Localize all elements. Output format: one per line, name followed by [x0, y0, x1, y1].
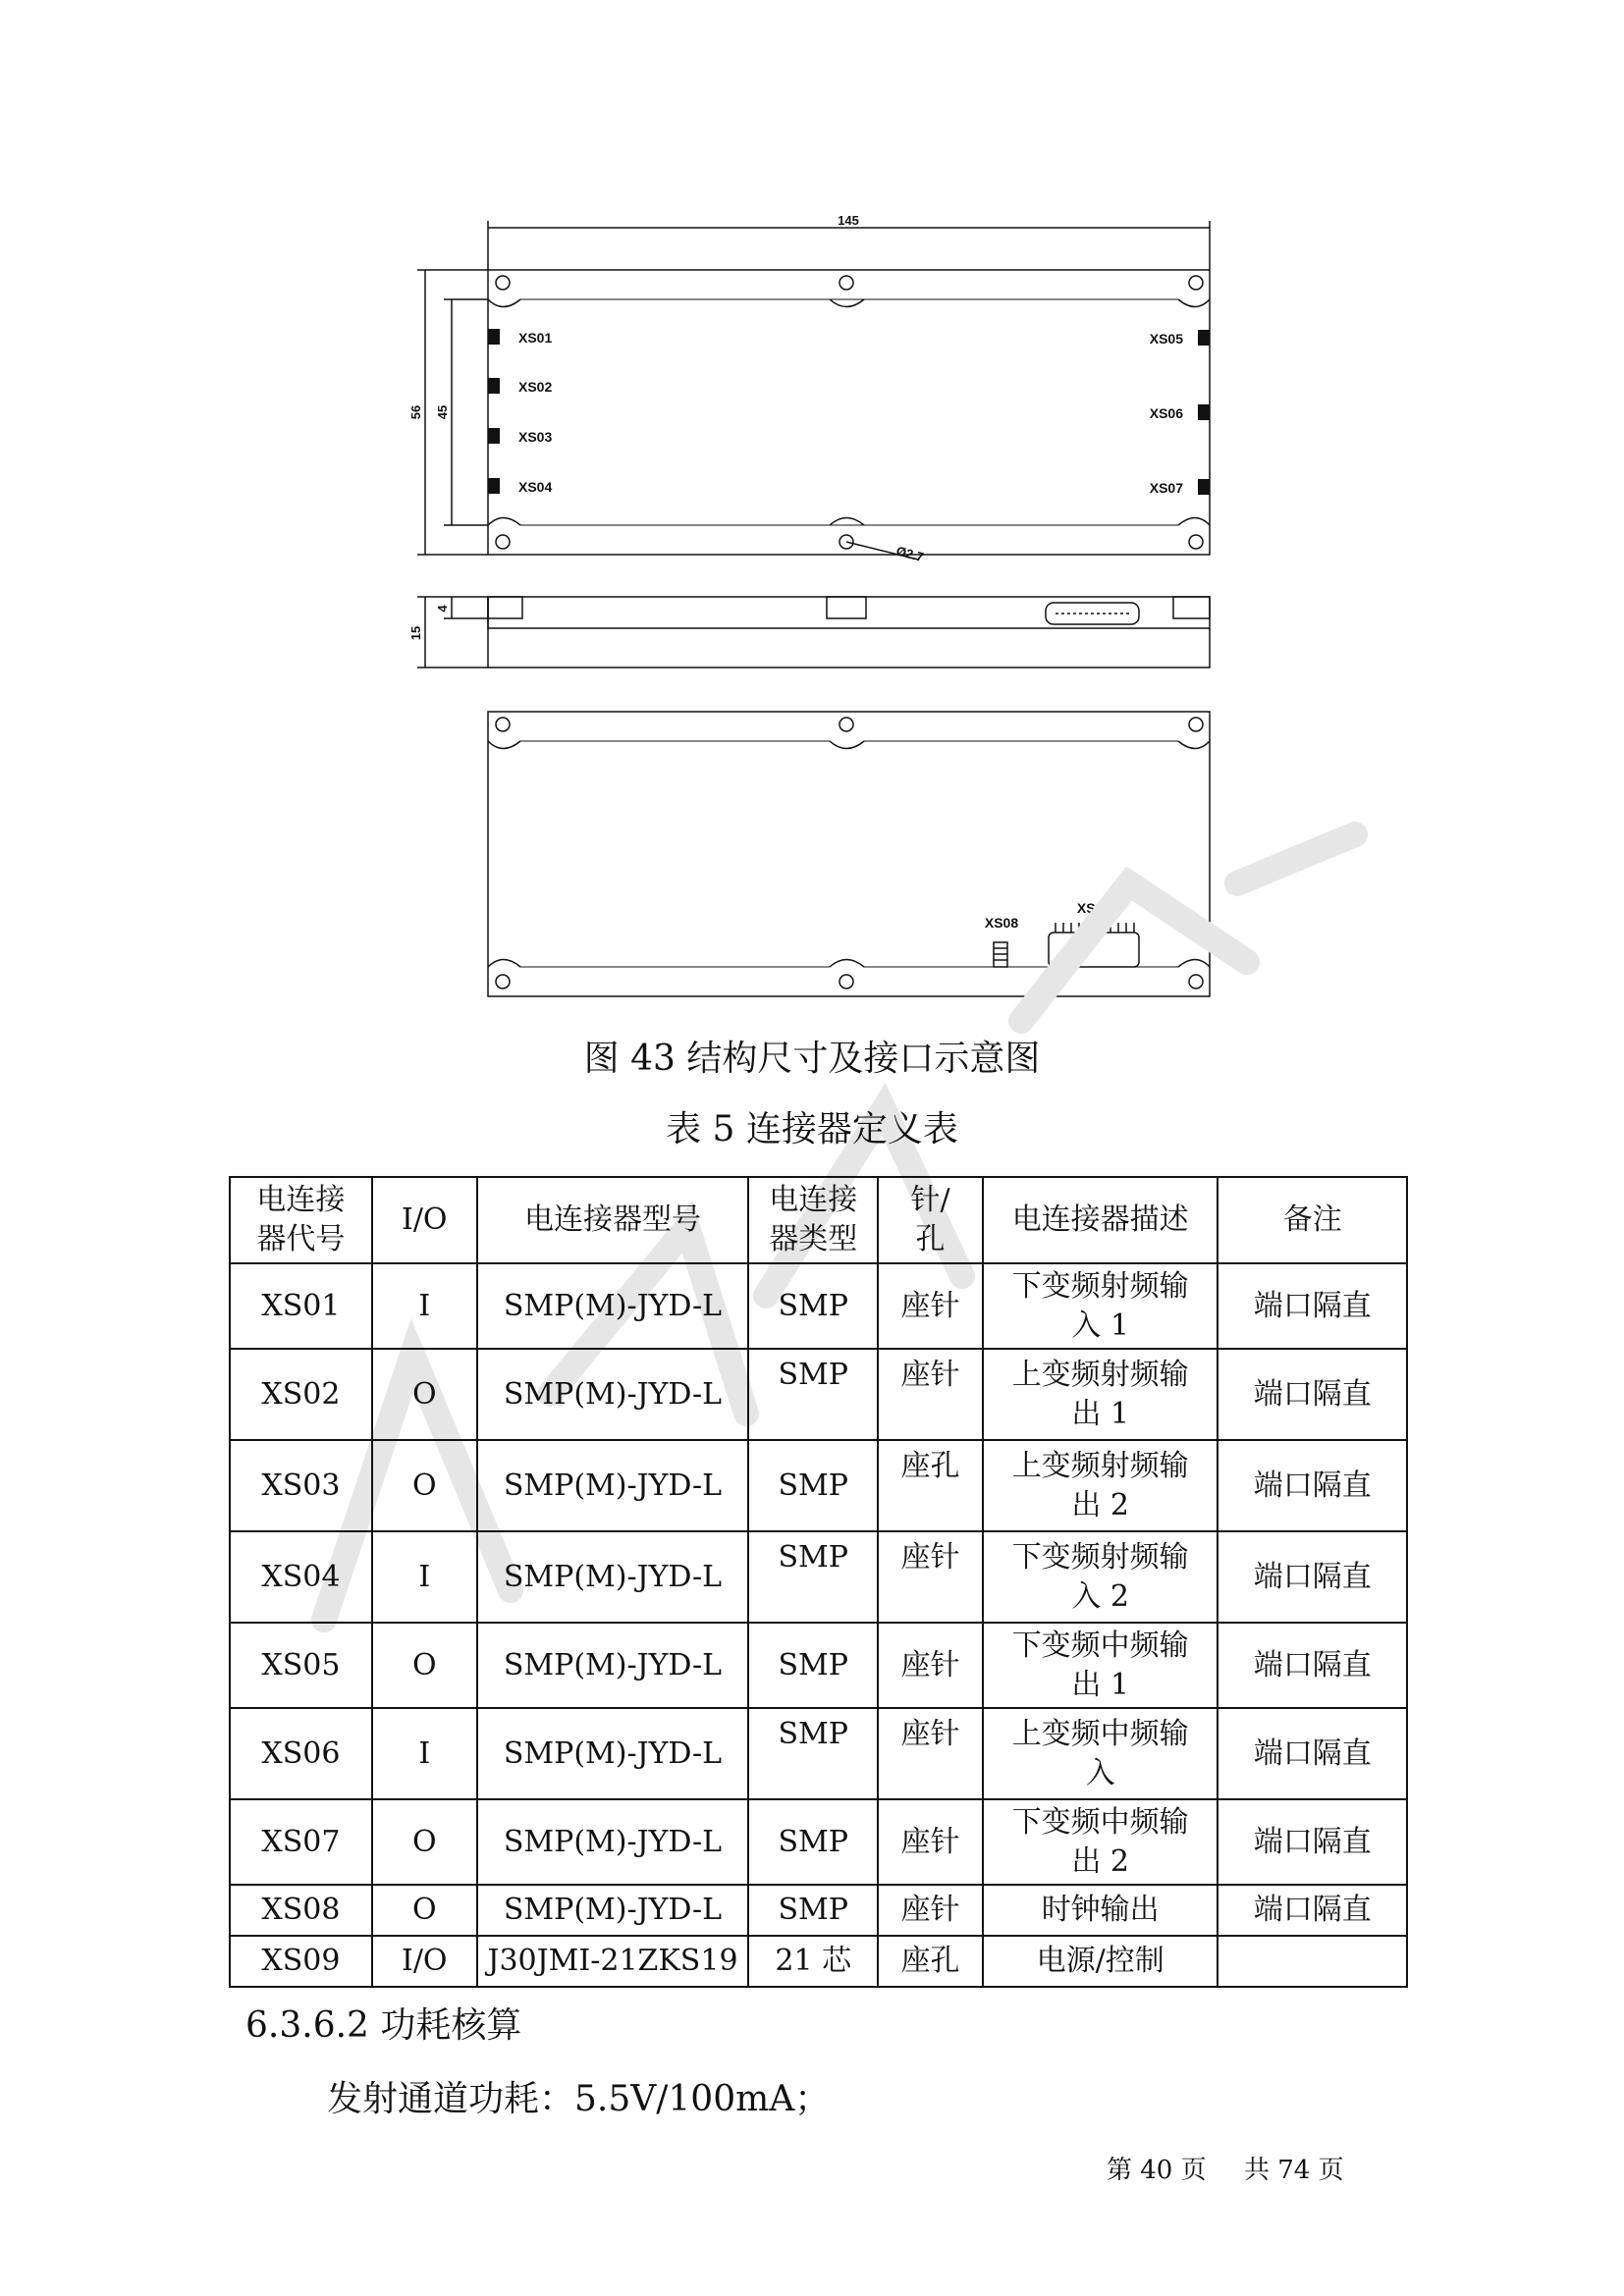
dim-thickness: 15: [408, 625, 423, 641]
table-row: XS09 I/O J30JMI-21ZKS19 21 芯 座孔 电源/控制: [230, 1936, 1407, 1987]
header-desc: 电连接器描述: [983, 1177, 1218, 1263]
page-number: 第 40 页: [1107, 2156, 1207, 2185]
dim-hole: Ø2.7: [894, 543, 926, 565]
table-caption: 表 5 连接器定义表: [666, 1109, 958, 1149]
page-total: 共 74 页: [1244, 2156, 1344, 2185]
structure-drawing: [0, 0, 1624, 1041]
connector-label-xs05: XS05: [1149, 331, 1183, 347]
section-heading: 6.3.6.2 功耗核算: [245, 2005, 522, 2046]
header-pin: 针/ 孔: [878, 1177, 983, 1263]
table-header-row: [230, 1177, 1407, 1263]
connector-label-xs04: XS04: [518, 479, 553, 495]
figure-caption: 图 43 结构尺寸及接口示意图: [583, 1039, 1041, 1079]
dim-height-outer: 56: [408, 404, 423, 420]
table-row: XS08 O SMP(M)-JYD-L SMP 座针 时钟输出 端口隔直: [230, 1885, 1407, 1936]
table-row: XS05 O SMP(M)-JYD-L SMP 座针 下变频中频输 出 1 端口隔直: [230, 1623, 1407, 1708]
table-row: XS04 I SMP(M)-JYD-L SMP 座针 下变频射频输 入 2 端口隔直: [230, 1531, 1407, 1623]
connector-label-xs02: XS02: [518, 379, 553, 395]
header-io: I/O: [372, 1177, 477, 1263]
connector-label-xs01: XS01: [518, 330, 553, 346]
connector-label-xs08: XS08: [984, 915, 1019, 931]
header-type: 电连接 器类型: [748, 1177, 878, 1263]
dim-width: 145: [838, 213, 859, 228]
header-remark: 备注: [1218, 1177, 1407, 1263]
header-code: 电连接 器代号: [230, 1177, 372, 1263]
connector-definition-table: [229, 1176, 1408, 1988]
dim-lid: 4: [435, 605, 450, 613]
connector-label-xs09: XS09: [1076, 900, 1111, 916]
connector-label-xs03: XS03: [518, 429, 553, 445]
dim-height-inner: 45: [435, 404, 450, 420]
table-row: XS01 I SMP(M)-JYD-L SMP 座针 下变频射频输 入 1 端口隔直: [230, 1263, 1407, 1349]
connector-label-xs06: XS06: [1149, 405, 1183, 421]
header-model: 电连接器型号: [477, 1177, 749, 1263]
table-row: XS03 O SMP(M)-JYD-L SMP 座孔 上变频射频输 出 2 端口隔直: [230, 1440, 1407, 1531]
table-row: XS06 I SMP(M)-JYD-L SMP 座针 上变频中频输 入 端口隔直: [230, 1708, 1407, 1799]
table-row: XS02 O SMP(M)-JYD-L SMP 座针 上变频射频输 出 1 端口隔直: [230, 1349, 1407, 1440]
table-row: XS07 O SMP(M)-JYD-L SMP 座针 下变频中频输 出 2 端口隔直: [230, 1799, 1407, 1885]
body-paragraph: 发射通道功耗：5.5V/100mA；: [327, 2079, 831, 2119]
connector-label-xs07: XS07: [1149, 480, 1183, 496]
